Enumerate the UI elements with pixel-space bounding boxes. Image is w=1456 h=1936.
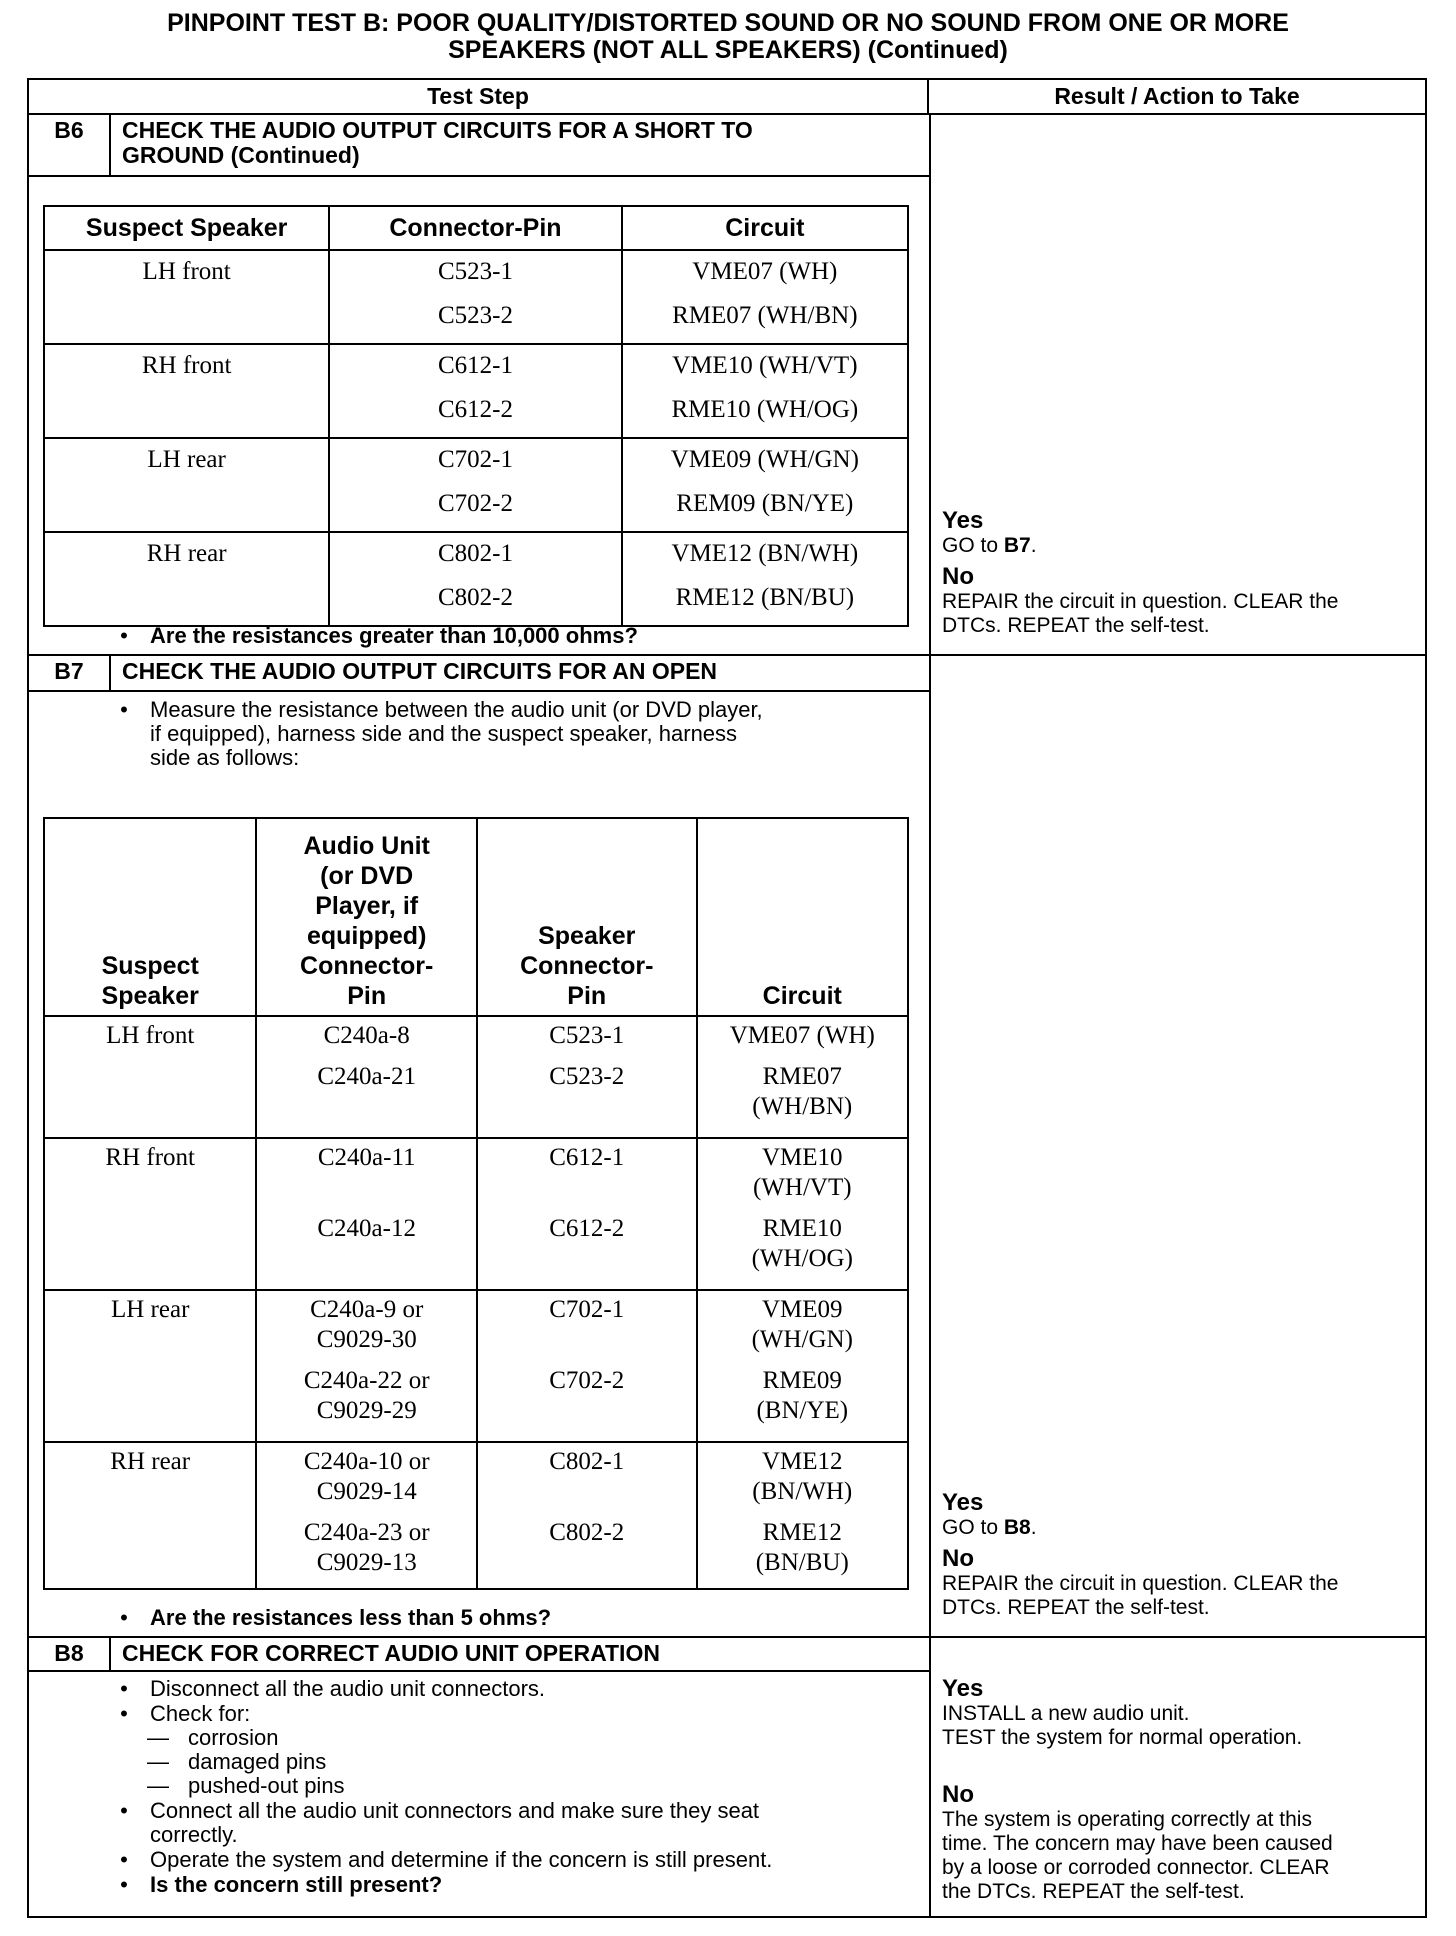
b7-circuit [697,1214,908,1290]
table-header [29,80,1425,115]
step-b7-number: B7 [29,656,111,690]
b6-speaker-table [43,205,909,627]
b7-h3-line: Connector- [520,952,654,980]
b7-no-line-2: DTCs. REPEAT the self-test. [942,1596,1210,1619]
step-b6-title [122,118,922,168]
b8-step-3-text [150,1799,759,1847]
b6-no-line-1: REPAIR the circuit in question. CLEAR the [942,590,1339,613]
b7-circuit-line: VME09 [761,1296,843,1323]
step-b7-header [29,656,929,692]
b7-circuit-line: (BN/YE) [756,1397,849,1424]
b8-no-label: No [942,1781,974,1808]
b6-pin: C523-1 [437,258,513,285]
step-b6-title-line-1: CHECK THE AUDIO OUTPUT CIRCUITS FOR A SHORT TO [122,117,753,143]
bullet-icon: • [120,1605,128,1630]
b6-circuit: RME07 (WH/BN) [672,302,858,329]
bullet-icon: • [120,1798,128,1823]
b6-circuit-cell [622,250,908,344]
b7-circuit-line: RME12 [762,1519,842,1546]
dash-icon: — [147,1773,169,1798]
b7-circuit-line: VME07 (WH) [729,1022,875,1049]
b7-circuit [697,1442,908,1518]
b7-header-circuit [697,818,908,1016]
b6-speaker-cell: LH rear [44,438,329,532]
b6-circuit: VME10 (WH/VT) [672,352,858,379]
table-row [44,1016,908,1062]
b7-speaker-pin: C702-2 [477,1366,697,1442]
b7-audio-pin-line: C9029-29 [316,1397,417,1424]
step-b8-title: CHECK FOR CORRECT AUDIO UNIT OPERATION [122,1640,660,1666]
b7-audio-pin [256,1366,477,1442]
b6-pin-cell [329,532,621,626]
b7-instruction-text [150,698,763,770]
b8-sub-2-text: damaged pins [188,1749,327,1774]
b7-h1-line: Suspect [101,952,199,980]
b7-speaker-pin: C523-2 [477,1062,697,1138]
b6-circuit: RME12 (BN/BU) [675,584,855,611]
b7-speaker-cell: RH front [44,1138,256,1290]
b6-no-label: No [942,563,974,590]
b7-instruction-line-1: Measure the resistance between the audio unit (or DVD player, [150,697,763,722]
b7-speaker-pin: C612-1 [477,1138,697,1214]
b6-speaker-cell: LH front [44,250,329,344]
b6-circuit: VME07 (WH) [692,258,838,285]
b7-circuit-line: (WH/OG) [751,1245,853,1272]
b7-h1-line: Speaker [101,982,199,1010]
b7-question-text: Are the resistances less than 5 ohms? [150,1605,552,1630]
b7-audio-pin [256,1138,477,1214]
b6-yes-target: B7 [1003,534,1031,557]
b7-audio-pin [256,1016,477,1062]
b7-circuit-line: (BN/BU) [755,1549,849,1576]
dash-icon: — [147,1725,169,1750]
b7-audio-pin [256,1290,477,1366]
b8-yes-label: Yes [942,1675,984,1702]
b7-circuit-line: RME07 [762,1063,842,1090]
b7-audio-pin-line: C240a-21 [317,1063,416,1090]
b7-header-audio-unit-pin [256,818,477,1016]
page-title [0,10,1456,64]
b7-circuit-line: (WH/GN) [751,1326,853,1353]
b7-circuit [697,1366,908,1442]
b6-pin-cell [329,344,621,438]
b6-circuit: RME10 (WH/OG) [671,396,859,423]
b8-no-line-1: The system is operating correctly at this [942,1808,1312,1831]
b7-h2-line: Player, if [315,892,419,920]
b6-pin: C802-2 [437,584,513,611]
b7-speaker-cell: LH rear [44,1290,256,1442]
b8-sub-3-text: pushed-out pins [188,1773,345,1798]
b7-speaker-pin: C702-1 [477,1290,697,1366]
b7-speaker-table [43,817,909,1590]
b6-question-text: Are the resistances greater than 10,000 ohms? [150,623,638,648]
b6-no-line-2: DTCs. REPEAT the self-test. [942,614,1210,637]
b6-circuit-cell [622,438,908,532]
b7-audio-pin-line: C240a-22 or [303,1367,430,1394]
b7-audio-pin-line: C240a-11 [317,1144,416,1171]
b8-question-text: Is the concern still present? [150,1872,443,1897]
step-b6-title-line-2: GROUND (Continued) [122,142,360,168]
b7-audio-pin-line: C240a-8 [323,1022,410,1049]
b7-no-label: No [942,1545,974,1572]
b6-pin-cell [329,438,621,532]
bullet-icon: • [120,1872,128,1897]
b8-step-2-text: Check for: [150,1701,251,1726]
b7-circuit-line: RME10 [762,1215,842,1242]
b7-circuit [697,1518,908,1589]
b6-speaker-cell: RH front [44,344,329,438]
b7-audio-pin-line: C240a-23 or [303,1519,430,1546]
b7-speaker-pin: C523-1 [477,1016,697,1062]
b8-result [942,1676,1333,1904]
b6-yes-prefix: GO to [942,534,1004,557]
b6-circuit: REM09 (BN/YE) [676,490,854,517]
b6-speaker-cell: RH rear [44,532,329,626]
b7-no-line-1: REPAIR the circuit in question. CLEAR the [942,1572,1339,1595]
b6-pin: C612-1 [437,352,513,379]
b7-yes-prefix: GO to [942,1516,1004,1539]
table-row [44,532,908,626]
table-row [44,1290,908,1366]
b6-yes-action [942,534,1338,558]
b6-yes-suffix: . [1030,534,1037,557]
b6-pin-cell [329,250,621,344]
b6-header-suspect-speaker: Suspect Speaker [44,206,329,250]
b7-yes-action [942,1516,1338,1540]
b7-speaker-pin: C802-1 [477,1442,697,1518]
b7-circuit [697,1290,908,1366]
b7-speaker-cell: LH front [44,1016,256,1138]
b7-speaker-pin: C612-2 [477,1214,697,1290]
b6-circuit-cell [622,344,908,438]
b7-circuit [697,1016,908,1062]
b7-audio-pin [256,1214,477,1290]
b7-audio-pin [256,1518,477,1589]
b8-yes-line-2: TEST the system for normal operation. [942,1726,1303,1749]
table-row [44,438,908,532]
b7-h2-line: equipped) [306,922,427,950]
table-row [44,1138,908,1214]
b7-speaker-pin: C802-2 [477,1518,697,1589]
b6-yes-label: Yes [942,507,984,534]
b6-circuit-cell [622,532,908,626]
b7-h4-line: Circuit [762,982,842,1010]
b7-instruction-line-2: if equipped), harness side and the suspect speaker, harness [150,721,738,746]
b7-circuit-line: (WH/BN) [752,1093,853,1120]
b7-h2-line: Connector- [300,952,434,980]
bullet-icon: • [120,1676,128,1701]
b8-step-3-line-1: Connect all the audio unit connectors and make sure they seat [150,1798,760,1823]
table-row [44,250,908,344]
b7-audio-pin [256,1062,477,1138]
step-b6-number: B6 [29,115,111,175]
b6-result [942,508,1338,638]
title-line-1: PINPOINT TEST B: POOR QUALITY/DISTORTED SOUND OR NO SOUND FROM ONE OR MORE [167,9,1289,37]
b7-yes-target: B8 [1003,1516,1031,1539]
table-row [44,1442,908,1518]
b7-circuit [697,1138,908,1214]
b7-yes-suffix: . [1030,1516,1037,1539]
b7-audio-pin-line: C240a-9 or [310,1296,424,1323]
title-line-2: SPEAKERS (NOT ALL SPEAKERS) (Continued) [448,36,1008,64]
b7-speaker-cell: RH rear [44,1442,256,1589]
b6-header-connector-pin: Connector-Pin [329,206,621,250]
b8-step-3-line-2: correctly. [150,1822,238,1847]
b8-yes-line-1: INSTALL a new audio unit. [942,1702,1190,1725]
b7-circuit-line: (WH/VT) [752,1174,852,1201]
b7-audio-pin-line: C240a-12 [317,1215,416,1242]
b8-sub-1-text: corrosion [188,1725,279,1750]
b7-h3-line: Pin [567,982,607,1010]
b7-audio-pin-line: C9029-30 [316,1326,417,1353]
b7-instruction-line-3: side as follows: [150,745,300,770]
b8-step-4-text: Operate the system and determine if the concern is still present. [150,1847,773,1872]
b6-pin: C702-1 [437,446,513,473]
b6-circuit: VME12 (BN/WH) [671,540,859,567]
pinpoint-test-table [27,78,1427,1918]
b6-circuit: VME09 (WH/GN) [670,446,859,473]
bullet-icon: • [120,697,128,722]
b8-no-line-2: time. The concern may have been caused [942,1832,1333,1855]
b6-pin: C523-2 [437,302,513,329]
b7-h3-line: Speaker [538,922,636,950]
b7-header-speaker-pin [477,818,697,1016]
b8-no-line-3: by a loose or corroded connector. CLEAR [942,1856,1330,1879]
b7-audio-pin [256,1442,477,1518]
dash-icon: — [147,1749,169,1774]
header-result-action: Result / Action to Take [1054,83,1300,109]
b7-header-suspect-speaker [44,818,256,1016]
b7-h2-line: (or DVD [320,862,414,890]
bullet-icon: • [120,1847,128,1872]
b7-result [942,1490,1338,1620]
b7-circuit-line: (BN/WH) [752,1478,853,1505]
bullet-icon: • [120,1701,128,1726]
b6-pin: C802-1 [437,540,513,567]
step-b7-title: CHECK THE AUDIO OUTPUT CIRCUITS FOR AN OPEN [122,658,718,684]
b7-circuit [697,1062,908,1138]
step-b8-header [29,1638,929,1672]
b7-audio-pin-line: C9029-13 [316,1549,417,1576]
b7-audio-pin-line: C9029-14 [316,1478,417,1505]
b7-circuit-line: VME12 [761,1448,843,1475]
b7-circuit-line: VME10 [761,1144,843,1171]
b7-h2-line: Pin [347,982,387,1010]
table-row [44,344,908,438]
column-divider [929,113,931,1918]
step-b6-header [29,115,929,177]
b6-header-circuit: Circuit [622,206,908,250]
b6-pin: C702-2 [437,490,513,517]
b8-no-line-4: the DTCs. REPEAT the self-test. [942,1880,1245,1903]
step-b8-number: B8 [29,1638,111,1670]
b7-yes-label: Yes [942,1489,984,1516]
b7-audio-pin-line: C240a-10 or [303,1448,430,1475]
header-test-step: Test Step [29,80,929,113]
b7-h2-line: Audio Unit [303,832,430,860]
bullet-icon: • [120,623,128,648]
b8-step-1-text: Disconnect all the audio unit connectors. [150,1676,546,1701]
b7-circuit-line: RME09 [762,1367,842,1394]
b6-pin: C612-2 [437,396,513,423]
